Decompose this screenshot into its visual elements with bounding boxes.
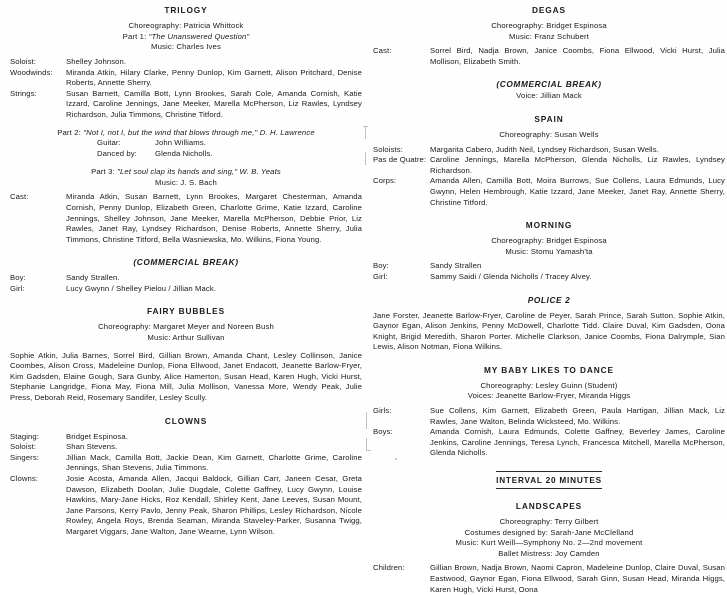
section-fairy-bubbles bbox=[10, 305, 362, 403]
credit-line: Choreography: Lesley Guinn (Student) bbox=[480, 380, 618, 390]
part-1-music: Music: Charles Ives bbox=[151, 42, 221, 52]
cast-row-label: Girl: bbox=[10, 283, 25, 293]
cast-row-value: Josie Acosta, Amanda Allen, Jacqui Baldock, Gillian Carr, Janeen Cesar, Greta Dawson, Elizabeth Doolan, Julie Dugdale, Colette Gaffney, Lucy Gwynn, Louise Hawkins, Mary-Jane Hicks, Roz Kendall, Shirley Kent, Jane Leeves, Susan Mount, Jane Parsons, Kerry Pavlo, Jenny Peak, Sharon Phillips, Lesley Richardson, Nicole Rowley, Angela Roys, Brenda Seaman, Miranda Staveley-Parker, Susanna Twigg, Margaret Viggars, Jane Walton, Jane Wearne, Lynn Wilson. bbox=[66, 474, 362, 536]
cast-row-value: Sorrel Bird, Nadja Brown, Janice Coombs, Fiona Ellwood, Vicki Hurst, Julia Mollison, Elizabeth Smith. bbox=[430, 46, 725, 66]
cast-row-value: Bridget Espinosa. bbox=[66, 431, 128, 441]
section-title: (COMMERCIAL BREAK) bbox=[496, 79, 602, 90]
scan-artifact-mark bbox=[366, 438, 367, 451]
cast-row bbox=[10, 284, 362, 295]
cast-row-label: Singers: bbox=[10, 452, 40, 462]
cast-row-value: Miranda Atkin, Hilary Clarke, Penny Dunlop, Kim Garnett, Alison Pritchard, Denise Roberts, Annette Sherry. bbox=[66, 67, 362, 88]
section-landscapes bbox=[373, 500, 725, 595]
cast-row-label: Pas de Quatre: bbox=[373, 155, 427, 165]
cast-paragraph: Jane Forster, Jeanette Barlow-Fryer, Caroline de Peyer, Sarah Prince, Sarah Sutton. Sophie Atkin, Gaynor Egan, Alison Jenkins, Penny McDowell, Charlotte Tidd. Claire Duval, Kim Gadsden, Oona Knight, Brigid Meredith, Sharon Porter. Michelle Clarkson, Janice Coombs, Fiona Dalrymple, Sian Lewis, Alison Notman, Fiona Wilkins. bbox=[373, 310, 725, 352]
scan-artifact-mark bbox=[365, 126, 366, 139]
section-title: MORNING bbox=[525, 220, 573, 231]
cast-row-label: Cast: bbox=[373, 46, 392, 56]
cast-row bbox=[10, 57, 362, 68]
part-3-author: W. B. Yeats bbox=[237, 166, 281, 176]
part-2-title: "Not I, not I, but the wind that blows through me," bbox=[83, 127, 258, 137]
cast-row-label: Woodwinds: bbox=[10, 67, 53, 77]
cast-row bbox=[373, 406, 725, 427]
cast-row-label: Corps: bbox=[373, 176, 397, 186]
cast-row-value: Sammy Saidi / Glenda Nicholls / Tracey Alvey. bbox=[430, 271, 592, 281]
credit-line: Ballet Mistress: Joy Camden bbox=[498, 548, 600, 558]
cast-row-label: Boy: bbox=[373, 261, 389, 271]
section-my-baby-likes-to-dance bbox=[373, 364, 725, 459]
credit-line: Costumes designed by: Sarah-Jane McClelland bbox=[464, 527, 634, 537]
cast-row-value: Amanda Cornish, Laura Edmunds, Colette Gaffney, Beverley James, Caroline Jenkins, Caroline Jennings, Teresa Lynch, Francesca Mitchell, Marella McPherson, Glenda Nicholls. bbox=[430, 427, 725, 458]
cast-row-value: Miranda Atkin, Susan Barnett, Lynn Brookes, Margaret Chesterman, Amanda Cornish, Penny Dunlop, Elizabeth Green, Charlotte Grime, Katie Izzard, Caroline Jennings, Shelley Johnson, Jane Meeker, Marella McPherson, Debbie Prior, Liz Rawles, Janet Ray, Lyndsey Richardson, Denise Roberts, Annette Sherry, Julia Timmons, Christine Titford, Bella Wasniewska, Mo. Wilkins, Fiona Young. bbox=[66, 192, 362, 244]
credit-line: Choreography: Terry Gilbert bbox=[499, 517, 599, 527]
cast-row bbox=[373, 272, 725, 283]
credit-line: Voices: Jeanette Barlow-Fryer, Miranda Higgs bbox=[467, 391, 631, 401]
cast-row-value: Amanda Allen, Camilla Bott, Moira Burrows, Sue Collens, Laura Edmunds, Lucy Gwynn, Helen Hembrough, Katie Izzard, Jane Meeker, Janet Ray, Annette Sherry, Christine Titford. bbox=[430, 176, 725, 207]
right-column bbox=[373, 0, 725, 594]
section-title: DEGAS bbox=[531, 5, 566, 15]
interval-notice bbox=[373, 470, 725, 489]
cast-paragraph: Sophie Atkin, Julia Barnes, Sorrel Bird, Gillian Brown, Amanda Chant, Lesley Collinson, Janice Coombes, Alison Cross, Madeleine Dunlop, Fiona Ellwood, Janet Endacott, Jeanette Barlow-Fryer, Kim Gadsden, Elaine Gough, Sara Gunby, Alice Hamerton, Susan Head, Karen Hugh, Vicki Hurst, Stephanie Langridge, Fiona May, Fiona Mill, Julia Mollison, Vanessa More, Wendy Peak, Julie Press, Deborah Reid, Rosemary Sandifer, Lesley Scully. bbox=[10, 350, 362, 403]
part-2-heading bbox=[10, 128, 362, 139]
section-title: TRILOGY bbox=[164, 5, 208, 15]
cast-row-value: Lucy Gwynn / Shelley Pielou / Jillian Mack. bbox=[66, 283, 216, 293]
scan-artifact-mark bbox=[366, 412, 367, 429]
cast-row bbox=[10, 273, 362, 284]
part-2-pair-label: Guitar: bbox=[97, 138, 121, 148]
cast-row-value: Sandy Strallen. bbox=[66, 273, 120, 283]
section-police-2 bbox=[373, 294, 725, 353]
section-degas bbox=[373, 4, 725, 67]
credit-line: Music: Arthur Sullivan bbox=[147, 333, 225, 343]
cast-row bbox=[10, 432, 362, 443]
cast-row-value: Shelley Johnson. bbox=[66, 56, 127, 66]
section-commercial-break-2 bbox=[373, 78, 725, 102]
section-title: SPAIN bbox=[534, 113, 564, 124]
credit-line: Music: Stomu Yamash'ta bbox=[505, 246, 593, 256]
cast-row-value: Caroline Jennings, Marella McPherson, Glenda Nicholls, Liz Rawles, Lyndsey Richardson. bbox=[430, 155, 725, 175]
cast-row-label: Staging: bbox=[10, 431, 40, 441]
part-3-music: Music: J. S. Bach bbox=[155, 177, 217, 187]
section-clowns bbox=[10, 415, 362, 538]
cast-row-value: Jillian Mack, Camilla Bott, Jackie Dean, Kim Garnett, Charlotte Grime, Caroline Jennings, Shan Stevens, Julia Timmons. bbox=[66, 452, 362, 473]
cast-row bbox=[10, 68, 362, 89]
cast-row-label: Girls: bbox=[373, 406, 392, 416]
part-3-heading bbox=[10, 167, 362, 178]
part-2-pair-value: John Williams. bbox=[155, 138, 206, 148]
part-2-author: D. H. Lawrence bbox=[257, 127, 315, 137]
section-title: (COMMERCIAL BREAK) bbox=[133, 257, 239, 268]
part-2-pair-row bbox=[10, 149, 362, 160]
credit-line: Choreography: Susan Wells bbox=[499, 129, 599, 139]
part-3-title: "Let soul clap its hands and sing," bbox=[117, 166, 238, 176]
cast-row-label: Soloists: bbox=[373, 144, 403, 154]
cast-row-value: Sue Collens, Kim Garnett, Elizabeth Green, Paula Hartigan, Jillian Mack, Liz Rawles, Jane Walton, Belinda Wicksteed, Mo. Wilkins. bbox=[430, 406, 725, 426]
section-title: POLICE 2 bbox=[527, 294, 571, 305]
section-commercial-break-1 bbox=[10, 256, 362, 294]
part-2-pair-label: Danced by: bbox=[97, 149, 137, 159]
cast-row-label: Clowns: bbox=[10, 474, 39, 484]
section-title: LANDSCAPES bbox=[515, 501, 583, 512]
part-3-prefix: Part 3: bbox=[91, 166, 118, 176]
left-column bbox=[10, 0, 362, 536]
cast-row-value: Sandy Strallen bbox=[430, 261, 482, 271]
cast-row-label: Girl: bbox=[373, 271, 388, 281]
credit-line: Choreography: Bridget Espinosa bbox=[491, 21, 607, 30]
cast-row-label: Boys: bbox=[373, 427, 393, 437]
cast-row-label: Soloist: bbox=[10, 442, 37, 452]
cast-row bbox=[373, 427, 725, 459]
section-title: FAIRY BUBBLES bbox=[146, 306, 226, 317]
section-spain bbox=[373, 113, 725, 208]
cast-row-value: Margarita Cabero, Judith Neil, Lyndsey Richardson, Susan Wells. bbox=[430, 144, 659, 154]
cast-row bbox=[373, 261, 725, 272]
cast-row bbox=[10, 89, 362, 121]
part-1-prefix: Part 1: bbox=[122, 31, 149, 41]
cast-row bbox=[10, 474, 362, 538]
cast-row-label: Boy: bbox=[10, 273, 26, 283]
cast-row bbox=[373, 563, 725, 595]
credit-line: Choreography: Bridget Espinosa bbox=[491, 236, 607, 246]
section-title: CLOWNS bbox=[164, 415, 208, 426]
cast-row-value: Susan Barnett, Camilla Bott, Lynn Brookes, Sarah Cole, Amanda Cornish, Katie Izzard, Caroline Jennings, Jane Meeker, Marella McPherson, Liz Rawles, Lyndsey Richardson, Julia Timmons, Christine Titford. bbox=[66, 88, 362, 119]
cast-row bbox=[10, 192, 362, 245]
cast-row bbox=[373, 46, 725, 67]
credit-line: Choreography: Margaret Meyer and Noreen Bush bbox=[98, 322, 274, 332]
part-2-pair-value: Glenda Nicholls. bbox=[155, 149, 213, 159]
interval-box bbox=[496, 471, 602, 489]
section-title: MY BABY LIKES TO DANCE bbox=[484, 364, 614, 375]
credit-line: Choreography: Patricia Whittock bbox=[128, 21, 244, 30]
part-2-pair-row bbox=[10, 138, 362, 149]
credit-line: Music: Franz Schubert bbox=[508, 31, 590, 41]
cast-row-label: Cast: bbox=[10, 192, 29, 202]
cast-row-label: Strings: bbox=[10, 88, 37, 98]
cast-row-value: Gillian Brown, Nadja Brown, Naomi Capron, Madeleine Dunlop, Claire Duval, Susan Eastwood, Gaynor Egan, Fiona Ellwood, Sarah Ginn, Susan Head, Miranda Higgs, Karen Hugh, Vicki Hurst, Oona bbox=[430, 563, 725, 594]
section-trilogy bbox=[10, 4, 362, 245]
cast-row bbox=[10, 453, 362, 474]
interval-label: INTERVAL 20 MINUTES bbox=[496, 476, 602, 486]
cast-row bbox=[373, 176, 725, 208]
part-2-prefix: Part 2: bbox=[57, 127, 84, 137]
credit-line: Music: Kurt Weill—Symphony No. 2—2nd movement bbox=[455, 538, 643, 548]
cast-row-label: Children: bbox=[373, 563, 405, 573]
cast-row-value: Shan Stevens. bbox=[66, 442, 118, 452]
scan-artifact-mark bbox=[365, 152, 366, 165]
part-1-heading bbox=[10, 32, 362, 43]
cast-row-label: Soloist: bbox=[10, 56, 37, 66]
cast-row bbox=[373, 155, 725, 176]
cast-row bbox=[373, 145, 725, 156]
cast-row bbox=[10, 442, 362, 453]
credit-line: Voice: Jillian Mack bbox=[516, 91, 582, 101]
part-1-title: "The Unanswered Question" bbox=[148, 31, 250, 41]
section-morning bbox=[373, 219, 725, 282]
